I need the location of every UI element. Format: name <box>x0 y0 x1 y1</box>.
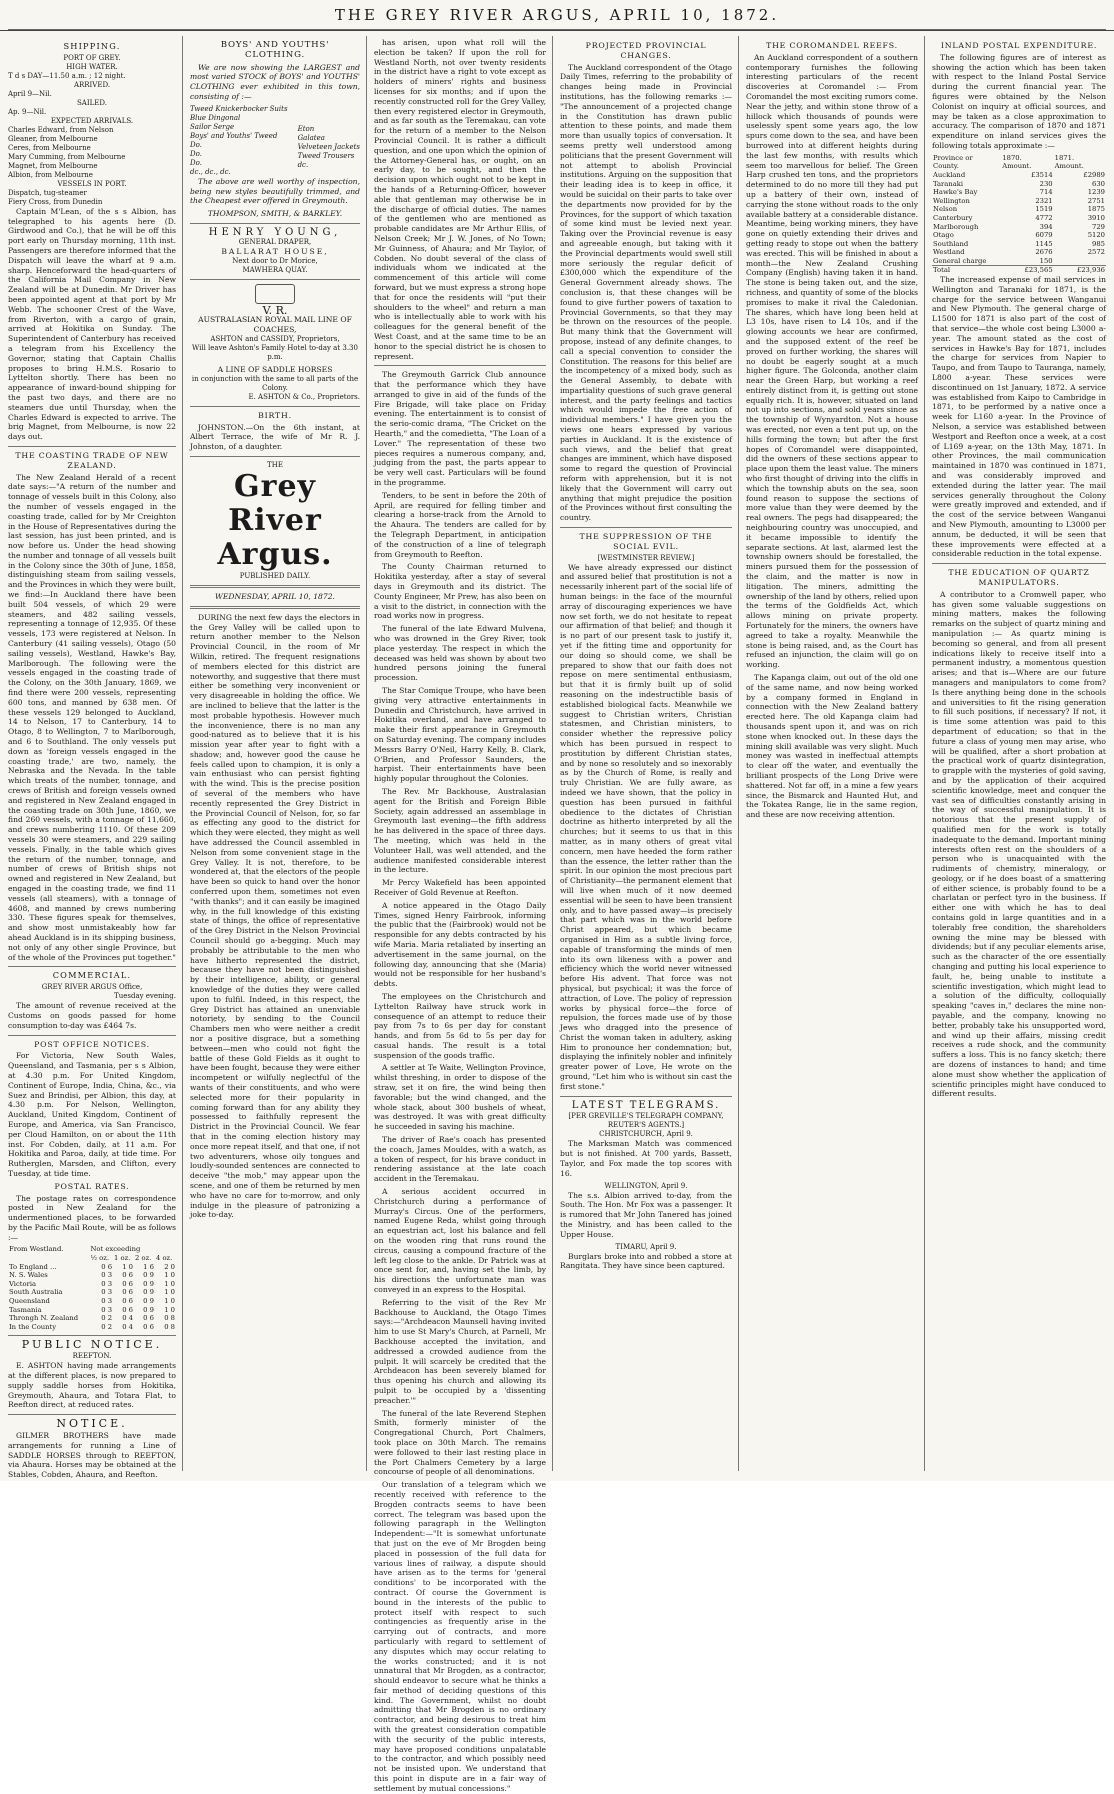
expected-item: Charles Edward, from Nelson <box>8 125 114 134</box>
news-paragraph: The funeral of the late Reverend Stephen Smith, formerly minister of the Congregational Church, Port Chalmers, took place on 30th March. The remains were followed to their last resting place in the Port Chalmers Cemetery by a large concourse of people of all denominations. <box>374 1408 546 1477</box>
commercial-office: GREY RIVER ARGUS Office, <box>41 983 143 992</box>
column-3 <box>374 38 546 1793</box>
news-paragraph: The driver of Rae's coach has presented the coach, James Mouldes, with a watch, as a token of respect, for his brave conduct in rendering assistance at the late coach accident in the Teremakau. <box>374 1135 546 1184</box>
coasting-heading: THE COASTING TRADE OF NEW ZEALAND. <box>15 450 169 470</box>
provincial-body: The Auckland correspondent of the Otago Daily Times, referring to the probability of changes being made in Provincial institutions, has the following remarks :— "The announcement of a projected change in the Constitution has drawn public attention to these points, and made them more than usually topics of conversation. It seems pretty well understood among politicians that the present Government will not attempt to abolish Provincial institutions. Arguing on the supposition that their leading idea is to keep in office, it would be suicidal on their parts to take over the departments now provided for by the Provinces, for the support of which taxation of some kind must be levied next year. Taking over the Provincial revenue is easy and agreeable enough, but taking with it the Provincial departments would swell still more seriously the regular deficit of £300,000 which the expenditure of the General Government already shows. The conclusion is, that these changes will be found to give further powers of taxation to Provincial Governments, so that they may be thrown on the resources of the people. But many think that the Government will propose, instead of any definite changes, to call a special convention to consider the Constitution. The reasons for this belief are the incompetency of a mixed body, such as the General Assembly, to debate with impartiality questions of such grave general interest, and the party feelings and tactics which would impede the free action of individual members." I have given you the views one hears expressed by various parties in Auckland. It is the existence of such views, and the belief that great changes are imminent, which have disposed some to regard the question of Provincial reform with apprehension, but it is not likely that the Government will carry out anything that might prejudice the position of the Provinces without first consulting the country. <box>560 62 732 523</box>
quartz-body: A contributor to a Cromwell paper, who has given some valuable suggestions on mining matters, makes the following remarks on the subject of quartz mining and manipulation :— As quartz mining is becoming so general, and from all present indications likely to receive itself into a permanent industry, a momentous question arises; and that is—Where are our future managers and manipulators to come from? Is there anything being done in the schools and universities to fit the rising generation to fill such positions, if necessary? If not, it is time some attention was paid to this department of education; so that in the future a class of young men may arise, who will be qualified, after a short probation at the practical work of quartz disintegration, to grapple with the mysteries of gold saving, and by the application of their acquired scientific knowledge, meet and conquer the vast sea of difficulties constantly arising in the way of successful manipulation. It is notorious that the present supply of qualified men for the work is totally inadequate to the demand. Important mining interests often rest on the shoulders of a person who is unacquainted with the rudiments of chemistry, mineralogy, or geology, or if he does boast of a smattering of either science, is probably found to be a charlatan or perfect tyro in the business. If either one with which he has to deal contains gold in large quantities and in a tolerably free condition, the shareholders owning the mine may be blessed with dividends; but if any peculiar elements arise, such as the character of the ore essentially changing and putting his local experience to fault, he, being unable to institute a scientific investigation, which might lead to a solution of the difficulty, colloquially speaking "caves in," declares the mine non-payable, and the company, knowing no better, probably take his unsupported word, and wind up their affairs, missing credit receives a rude shock, and the community suffers a loss. This is no fancy sketch; there are dozens of instances to hand; and time alone must show whether the application of scientific principles might have conduced to different results. <box>932 589 1106 1099</box>
clothing-item: Blue Dingonal <box>190 113 241 122</box>
highwater-value: T d s DAY—11.50 a.m. ; 12 night. <box>8 71 126 80</box>
coach-heading: AUSTRALASIAN ROYAL MAIL LINE OF COACHES, <box>198 315 352 335</box>
exp-header: 1870. Amount. <box>1002 153 1032 171</box>
clothing-item: Tweed Knickerbocker Suits <box>190 104 288 113</box>
table-row: Marlborough 394 729 <box>933 222 1105 231</box>
reefton-heading: REEFTON. <box>72 1352 112 1361</box>
table-row: Auckland £3514 £2989 <box>933 170 1105 179</box>
vessel-item: Fiery Cross, from Dunedin <box>8 197 103 206</box>
table-row: Southland 1145 985 <box>933 239 1105 248</box>
expected-item: Gleaner, from Melbourne <box>8 134 98 143</box>
vr-label: V. R. <box>262 303 288 317</box>
masthead-title: THE GREY RIVER ARGUS, APRIL 10, 1872. <box>334 6 780 24</box>
quartz-heading: THE EDUCATION OF QUARTZ MANIPULATORS. <box>948 568 1090 587</box>
young-address: Next door to Dr Morice, <box>232 256 318 265</box>
postal-expenditure-intro: The following figures are of interest as showing the action which has been taken with respect to the Inland Postal Service during the current financial year. The figures were obtained by the Nelson Colonist on inquiry at official sources, and may be taken as a close approximation to accuracy. The comparison of 1870 and 1871 expenditure on inland services gives the following totals approximate :— <box>932 52 1106 150</box>
news-paragraph: Our translation of a telegram which we recently received with reference to the Brogden contracts seems to have been correct. The telegram was based upon the following paragraph in the Wellington Independent:—"It is somewhat unfortunate that just on the eve of Mr Brogden being placed in possession of the full data for various lines of railway, a dispute should have arisen as to the terms for 'general conditions' to be incorporated with the contract. Of course the Government is bound in the interests of the public to protect itself with respect to such contingencies as frequently arise in the carrying out of contracts, and more particularly with regard to settlement of any disputes which may occur relating to the works constructed; and it is not unnatural that Mr Brogden, as a contractor, should endeavor to secure what he thinks a fair method of deciding questions of this kind. The Government, whilst no doubt admitting that Mr Brogden is no ordinary contractor, and being desirous to treat him with the greatest consideration compatible with the security of the public interests, may have proposed conditions unpalatable to the contractor, and which possibly need not be insisted upon. We understand that this point in dispute are in a fair way of settlement by mutual concessions." <box>374 1480 546 1793</box>
column-divider <box>552 36 553 1471</box>
column-divider <box>182 36 183 1471</box>
clothing-list <box>190 105 360 177</box>
telegram-body: The s.s. Albion arrived to-day, from the South. The Hon. Mr Fox was a passenger. It is rumored that Mr John Tanered has joined the Ministry, and has been called to the Upper House. <box>560 1190 732 1239</box>
clothing-item: Sailor Serge <box>190 122 235 131</box>
coach-body: Will leave Ashton's Family Hotel to-day at 3.30 p.m. <box>192 343 358 361</box>
royal-arms <box>190 284 360 316</box>
reefton-body: E. ASHTON having made arrangements at the different places, is now prepared to supply saddle horses from Hokitika, Greymouth, Ahaura, and Totara Flat, to Reefton direct, at reduced rates. <box>8 1361 176 1410</box>
news-paragraph: The County Chairman returned to Hokitika yesterday, after a stay of several days in Greymouth and its district. The County Engineer, Mr Prew, has also been on a visit to the district, in connection with the road works now in progress. <box>374 562 546 621</box>
news-paragraph: The Star Comique Troupe, who have been giving very attractive entertainments in Dunedin and Christchurch, have arrived in Hokitika overland, and have arranged to make their first appearance in Greymouth on Saturday evening. The company includes Messrs Barry O'Neil, Harry Kelly, B. Clark, O'Brien, and Professor Saunders, the harpist. Their entertainments have been highly popular throughout the Colonies. <box>374 686 546 784</box>
postal-expenditure-heading: INLAND POSTAL EXPENDITURE. <box>940 41 1098 50</box>
table-row: Nelson 1519 1875 <box>933 205 1105 214</box>
telegram-body: The Marksman Match was commenced but is not finished. At 700 yards, Bassett, Taylor, and Fox made the top scores with 16. <box>560 1139 732 1178</box>
clothing-intro: We are now showing the LARGEST and most varied STOCK of BOYS' and YOUTHS' CLOTHING ever exhibited in this town, consisting of :— <box>190 62 360 101</box>
paper-the: THE <box>267 460 283 469</box>
clothing-item: Do. <box>190 140 202 149</box>
table-row: Taranaki 230 630 <box>933 179 1105 188</box>
leader-continued: has arisen, upon what roll will the election be taken? If upon the roll for Westland North, not over twenty residents in the district have a right to vote except as holders of miners' rights and business licenses for six months; and if upon the recently constructed roll for the Grey Valley, then every registered elector in Greymouth, and as far south as the Teremakau, can vote for the return of a member to the Nelson Provincial Council. It is rather a difficult question, and one upon which the opinion of the Attorney-General has, or ought, on an early day, to be sought, and then the decision upon which ought not to be kept in the hands of a Returning-Officer, however able that gentleman may otherwise be in the discharge of official duties. The names of the gentlemen who are mentioned as probable candidates are Mr Arthur Ellis, of Nelson Creek; Mr J. W. Jones, of No Town; Mr Guinness, of Ahaura; and Mr Taylor, of Cobden. No doubt several of the class of individuals whom we indicated at the commencement of this article will come forward, but we must express a strong hope that for once the residents will "put their shoulders to the wheel" and return a man who is intellectually able to work with his colleagues for the general benefit of the West Coast, and at the same time to be an honor to the special district he is chosen to represent. <box>374 38 546 361</box>
paper-title: Grey River Argus. <box>217 468 333 572</box>
postal-rates-body: The postage rates on correspondence posted in New Zealand for the undermentioned places, to be forwarded by the Pacific Mail Route, will be as follows :— <box>8 1193 176 1242</box>
shipping-body: Captain M'Lean, of the s s Albion, has telegraphed to his agents here (D. Girdwood and Co.), that he will be off this port early on Thursday morning, 11th inst. Passengers are therefore informed that the Dispatch will leave the wharf at 9 a.m. sharp. Henceforward the head-quarters of the California Mail Company in New Zealand will be at Dunedin. Mr Driver has been appointed agent at that port by Mr Webb. The schooner Crest of the Wave, from Riverton, with a cargo of grain, arrived at Hokitika on Sunday. The Superintendent of Canterbury has received a telegram from his Excellency the Governor, stating that Captain Challis proposes to bring H.M.S. Rosario to Lyttelton shortly. There has been no appearance of inward-bound shipping for the past two days, and there are no steamers due until Thursday, when the Charles Edward is expected to arrive. The brig Magnet, from Melbourne, is now 22 days out. <box>8 206 176 442</box>
dateline: WEDNESDAY, APRIL 10, 1872. <box>215 591 335 601</box>
birth-heading: BIRTH. <box>258 410 292 420</box>
table-row: General charge 150 <box>933 256 1053 265</box>
masthead <box>0 0 1114 31</box>
suppression-heading: THE SUPPRESSION OF THE SOCIAL EVIL. <box>579 532 713 551</box>
table-row: Canterbury 4772 3910 <box>933 213 1105 222</box>
clothing-item: Tweed Trousers <box>297 151 355 160</box>
news-paragraph: A notice appeared in the Otago Daily Times, signed Henry Fairbrook, informing the public that the (Fairbrook) would not be responsible for any debts contracted by his wife Maria. Maria retaliated by inserting an advertisement in the same journal, on the following day, announcing that she (Maria) would not be responsible for her husband's debts. <box>374 900 546 989</box>
news-paragraph: The Greymouth Garrick Club announce that the performance which they have arranged to give in aid of the funds of the Fire Brigade, will take place on Friday evening. The entertainment is to consist of the serio-comic drama, "The Cricket on the Hearth," and the comedietta, "The Loan of a Lover." The representation of these two pieces requires a numerous company, and, judging from the past, the parts appear to be very well cast. Particulars will be found in the programme. <box>374 370 546 488</box>
suppression-body: We have already expressed our distinct and assured belief that prostitution is not a necessarily inherent part of the social life of human beings: in the face of the mournful array of discouraging experiences we have now set forth, we do not hesitate to repeat our affirmation of that belief; and though it is no part of our present task to justify it, yet if the fitting time and opportunity for our doing so should come, we shall be prepared to show that our faith does not repose on mere sentimental enthusiasm, but that it is firmly built up of solid reasoning on the indestructible basis of established biological facts. Meanwhile we suggest to Christian writers, Christian statesmen, and Christian ministers, to consider whether the repressive policy which has been pursued in respect to prostitution by different Christian states, and by none so resolutely and so inexorably as by the Church of Rome, is really and truly Christian. We are fully aware, as indeed we have shown, that the policy in question has been pursued in faithful obedience to the dictates of Christian doctrine as hitherto interpreted by all the churches; but it seems to us that in this matter, as in many others of great vital concern, men have heeded the form rather than the essence, the letter rather than the spirit. In our opinion the most precious part of Christianity—the permanent element that will live when much of it now deemed essential will be seen to have been transient only, and to have passed away—is precisely that part which was in the world before Christ appeared, but which became organised in Him as a subtle living force, capable of transforming the minds of men into its own likeness with a power and efficiency which the world never witnessed before His advent. That force was not physical, but psychical; it was the force of attraction, of Love. The policy of repression works by physical force—the force of repulsion, the forces made use of by those Jews who dragged into the presence of Christ the woman taken in adultery, asking Him to pronounce her condemnation; but, displaying the infinitely nobler and infinitely greater power of Love, He wrote on the ground, "Let him who is without sin cast the first stone." <box>560 562 732 1091</box>
coasting-body: The New Zealand Herald of a recent date says:—"A return of the number and tonnage of vessels built in this Colony, also the number of vessels engaged in the coasting trade, called for by Mr Creighton in the House of Representatives during the last session, has just been printed, and is now before us. Under the head showing the number and tonnage of all vessels built in the Colony since the 30th of June, 1858, distinguishing steam from sailing vessels, and the Provinces in which they were built, we find:—In Auckland there have been built 504 vessels, of which 29 were steamers, and 482 sailing vessels, representing a tonnage of 12,935. Of these vessels, 173 were registered at Nelson. In Canterbury (41 sailing vessels), Otago (50 sailing vessels), Westland, Hawke's Bay, Marlborough. The following were the vessels engaged in the coasting trade of the Colony, on the 30th January, 1869, we find there were 200 vessels, representing 600 tons, and manned by 638 men. Of these vessels 129 belonged to Auckland, 14 to Nelson, 17 to Canterbury, 14 to Otago, 8 to Wellington, 7 to Marlborough, and 6 to Southland. The only vessels put down as 'foreign vessels engaged in the coasting trade,' are two, namely, the Nebraska and the Nevada. In the table which treats of the number, tonnage, and crews of British and foreign vessels owned and registered in New Zealand engaged in the coasting trade on 30th June, 1860, we find 260 vessels, with a tonnage of 11,660, and crews numbering 1110. Of these 209 vessels 30 were steamers, and 229 sailing vessels. Finally, in the table which gives the return of the number, tonnage, and number of crews of British ships not owned and registered in New Zealand, but engaged in the coasting trade, we find 11 vessels (all steamers), with a tonnage of 4608, and manned by crews numbering 330. These figures speak for themselves, and show most unmistakeably how far ahead Auckland is in its shipping business, not only of any other single Province, but of the whole of the Provinces put together." <box>8 472 176 962</box>
commercial-date: Tuesday evening. <box>114 992 176 1001</box>
clothing-item: Eton <box>297 124 315 133</box>
saddle-firm: E. ASHTON & Co., Proprietors. <box>248 392 360 401</box>
table-row: In the County 0 2 0 4 0 6 0 8 <box>9 1322 175 1331</box>
news-paragraph: The Rev. Mr Backhouse, Australasian agent for the British and Foreign Bible Society, again addressed an assemblage in Greymouth last evening—the fifth address he has delivered in the space of three days. The meeting, which was held in the Volunteer Hall, was well attended, and the audience manifested considerable interest in the lecture. <box>374 786 546 875</box>
coromandel-heading: THE COROMANDEL REEFS. <box>766 41 898 50</box>
clothing-item: Velveteen Jackets <box>297 142 360 151</box>
clothing-item: dc. <box>297 160 309 169</box>
leader-article: DURING the next few days the electors in the Grey Valley will be called upon to return another member to the Nelson Provincial Council, in the room of Mr Wilkin, retired. The frequent resignations of members elected for this district are noteworthy, and suggestive that there must either be something very inconvenient or very disagreeable in holding the office. We are inclined to believe that the latter is the most probable hypothesis. However much the inconvenience, there is no man any good-natured as to believe that it is his mission year after year to fight with a shadow; and, however good the cause he feels called upon to champion, it is only a vain enthusiast who can persist fighting with the wind. This is the precise position of several of the members who have recently represented the Grey District in the Provincial Council of Nelson, for, so far as effecting any good to the district for which they were elected, they might as well have addressed the Council assembled in Nelson from some convenient stage in the Grey Valley. It is not, therefore, to be wondered at, that the electors of the people have been so quick to hand over the honor conferred upon them, sometimes not even "with thanks"; and it can easily be imagined why, in the full knowledge of this existing state of things, the office of representative of the Grey District in the Nelson Provincial Council should go a-begging. Much may probably be attributable to the men who have hitherto represented the district, because they have not been distinguished by their intelligence, ability, or general knowledge of the duties they were called upon to fulfil. Indeed, in this respect, the Grey District has attained an unenviable notoriety, by sending to the Council Chambers men who were neither a credit nor a positive disgrace, but a something between—men who could not fight the battle of these Gold Fields as it ought to have been fought, because they were either incompetent or wilfully neglectful of the wants of their constituents, and who were selected more for their popularity in coming forward than for any ability they possessed to faithfully represent the District in the Provincial Council. We fear that in the coming election history may once more repeat itself, and that one, if not two adventurers, whose oily tongues and loudly-sounded sentences are connected to deceive "the mob," may appear upon the scene, and one of them be returned by men who have no care for to-morrow, and only indulge in the pleasure of patronizing a joke to-day. <box>190 612 360 1220</box>
table-row: N. S. Wales 0 3 0 6 0 9 1 0 <box>9 1271 175 1280</box>
royal-crest-icon <box>255 284 295 304</box>
saddle-heading: A LINE OF SADDLE HORSES <box>217 364 333 374</box>
telegram-place: TIMARU, April 9. <box>615 1242 677 1251</box>
table-row: Victoria 0 3 0 6 0 9 1 0 <box>9 1279 175 1288</box>
rates-group-header: Not exceeding <box>90 1245 141 1254</box>
clothing-firm: THOMPSON, SMITH, & BARKLEY. <box>207 209 343 219</box>
postal-rates-heading: POSTAL RATES. <box>54 1181 130 1191</box>
table-row: Otago 6079 5120 <box>933 231 1105 240</box>
provincial-heading: PROJECTED PROVINCIAL CHANGES. <box>585 41 707 60</box>
postal-expenditure-body: The increased expense of mail services in Wellington and Taranaki for 1871, is the charge for the service between Wanganui and New Plymouth. The general charge of L1500 for 1871 is also part of the cost of that service—the whole cost being L3000 a-year. The amount stated as the cost of services in Hawke's Bay for 1871, includes the charge for services from Napier to Taupo, and from Taupo to Tauranga, namely, L800 a-year. These services were discontinued on 1st January, 1872. A service was established from Kaipo to Cambridge in 1871, to be performed by a native once a week for L160 a-year. In the Province of Nelson, a service was established between Westport and Reefton once a week, at a cost of L169 a-year, on the 13th May, 1871. In other Provinces, the mail communication maintained in 1870 was continued in 1871, and was considerably improved and extended during the latter year. The mail services generally throughout the Colony were greatly improved and extended, and if the cost of the service between Wanganui and New Plymouth, amounting to L3000 per annum, be deducted, it will be seen that these improvements were effected at a considerable reduction in the total expense. <box>932 275 1106 559</box>
news-paragraph: A settler at Te Waite, Wellington Province, whilst threshing, in order to dispose of the straw, set it on fire, the wind being then favorable; but the wind changed, and the whole stack, about 300 bushels of wheat, was destroyed. It was with great difficulty he succeeded in saving his machine. <box>374 1063 546 1132</box>
arrived-value: April 9—Nil. <box>8 89 52 98</box>
telegram-place: CHRISTCHURCH, April 9. <box>599 1130 693 1139</box>
expected-item: Mary Cumming, from Melbourne <box>8 152 126 161</box>
table-row: Throngh N. Zealand 0 2 0 4 0 6 0 8 <box>9 1314 175 1323</box>
column-divider <box>738 36 739 1471</box>
news-paragraph: Mr Percy Wakefield has been appointed Receiver of Gold Revenue at Reefton. <box>374 878 546 897</box>
saddle-body: in conjunction with the same to all parts of the Colony. <box>191 374 359 392</box>
vessels-label: VESSELS IN PORT. <box>57 179 127 188</box>
column-2 <box>190 38 360 1473</box>
exp-header: Province or County. <box>933 153 973 171</box>
table-row: South Australia 0 3 0 6 0 9 1 0 <box>9 1288 175 1297</box>
expected-item: Magnet, from Melbourne <box>8 161 98 170</box>
notice-body: GILMER BROTHERS have made arrangements for running a Line of SADDLE HORSES through to REEFTON, via Ahaura. Horses may be obtained at the Stables, Cobden, Ahaura, and Reefton. <box>8 1431 176 1480</box>
news-paragraph: The funeral of the late Edward Mulvena, who was drowned in the Grey River, took place yesterday. The respect in which the deceased was held was shown by about two hundred persons joining the funeral procession. <box>374 624 546 683</box>
rates-header: 1 oz. <box>114 1254 131 1263</box>
suppression-source: [WESTMINSTER REVIEW.] <box>597 553 695 562</box>
table-row: Wellington 2321 2751 <box>933 196 1105 205</box>
expenditure-table <box>932 154 1106 275</box>
masthead-rule <box>8 29 1106 30</box>
sailed-label: SAILED. <box>77 98 107 107</box>
shipping-heading: SHIPPING. <box>63 41 121 51</box>
clothing-item: Boys' and Youths' Tweed <box>190 131 278 140</box>
telegram-body: Burglars broke into and robbed a store at Rangitata. They have since been captured. <box>560 1251 732 1271</box>
column-divider <box>924 36 925 1471</box>
rates-corner: From Westland. <box>9 1245 64 1254</box>
table-row: Hawke's Bay 714 1239 <box>933 188 1105 197</box>
column-6 <box>932 38 1106 1473</box>
vessel-item: Dispatch, tug-steamer <box>8 188 87 197</box>
column-4 <box>560 38 732 1473</box>
news-paragraph: The employees on the Christchurch and Lyttelton Railway have struck work in consequence of an attempt to reduce their pay from 7s to 6s per day for constant hands, and from 5s 6d to 5s per day for casual hands. The result is a total suspension of the goods traffic. <box>374 991 546 1060</box>
sailed-value: Ap. 9—Nil. <box>8 107 47 116</box>
commercial-body: The amount of revenue received at the Customs on goods passed for home consumption to-day was £464 7s. <box>8 1001 176 1030</box>
table-row-total: Total £23,565 £23,936 <box>933 266 1105 275</box>
clothing-item: Galatea <box>297 133 325 142</box>
news-paragraph: A serious accident occurred in Christchurch during a performance of Murray's Circus. One of the performers, named Eugene Reda, whilst going through an equestrian act, lost his balance and fell on the wooden ring that runs round the circus, causing a compound fracture of the left leg close to the ankle. Dr Patrick was at once sent for, and, having set the limb, by his directions the unfortunate man was conveyed in an express to the Hospital. <box>374 1187 546 1295</box>
table-row: Queensland 0 3 0 6 0 9 1 0 <box>9 1297 175 1306</box>
table-row: To England ... 0 6 1 0 1 6 2 0 <box>9 1262 175 1271</box>
young-house: BALLARAT HOUSE, <box>221 246 329 256</box>
news-paragraph: Tenders, to be sent in before the 20th of April, are required for felling timber and clearing a horse-track from the Arnold to the Ahaura. The tenders are called for by the Telegraph Department, in anticipation of the construction of a line of telegraph from Greymouth to Reefton. <box>374 490 546 559</box>
telegrams-source: [PER GREVILLE'S TELEGRAPH COMPANY, REUTER'S AGENTS.] <box>568 1112 724 1130</box>
post-office-body: For Victoria, New South Wales, Queensland, and Tasmania, per s s Albion, at 4.30 p.m. For United Kingdom, Continent of Europe, India, China, &c., via Suez and Brindisi, per Albion, this day, at 4.30 p.m. For Nelson, Wellington, Auckland, United Kingdom, Continent of Europe, and America, via San Francisco, per Cloud Hamilton, on or about the 11th inst. For Cobden, daily, at 11 a.m. For Hokitika and Paroa, daily, at tide time. For Rutherglen, Marsden, and Clifton, every Tuesday, at tide time. <box>8 1051 176 1178</box>
table-row: Tasmania 0 3 0 6 0 9 1 0 <box>9 1305 175 1314</box>
expected-item: Albion, from Melbourne <box>8 170 93 179</box>
highwater-label: HIGH WATER. <box>66 62 118 71</box>
telegrams-heading: LATEST TELEGRAMS. <box>571 1099 721 1111</box>
column-5 <box>746 38 918 1473</box>
news-paragraph: Referring to the visit of the Rev Mr Backhouse to Auckland, the Otago Times says:—"Archdeacon Maunsell having invited him to use St Mary's Church, at Parnell, Mr Backhouse accepted the invitation, and addressed a crowded audience from the pulpit. It will scarcely be credited that the Archdeacon has been severely blamed for thus opening his church and allowing its pulpit to be occupied by a 'dissenting preacher.'" <box>374 1297 546 1405</box>
telegram-place: WELLINGTON, April 9. <box>604 1181 688 1190</box>
clothing-heading: BOYS' AND YOUTHS' CLOTHING. <box>220 40 330 60</box>
young-quay: MAWHERA QUAY. <box>242 265 308 274</box>
postal-rates-table <box>8 1245 176 1331</box>
young-trade: GENERAL DRAPER, <box>238 237 312 246</box>
expected-label: EXPECTED ARRIVALS. <box>50 116 134 125</box>
post-office-heading: POST OFFICE NOTICES. <box>34 1039 150 1049</box>
commercial-heading: COMMERCIAL. <box>52 970 132 981</box>
column-divider <box>366 36 367 1471</box>
rates-header: ½ oz. <box>90 1254 110 1263</box>
coromandel-body: An Auckland correspondent of a southern contemporary furnishes the following interesting particulars of the recent discoveries at Coromandel :— From Coromandel the most exciting rumors come. Near the jetty, and within stone throw of a hillock which thousands of pounds were uselessly spent some years ago, the low spurs come down to the sea, and have been burrowed into at different heights during the last few months, with results which seem too marvellous for belief. The Green Harp crushed ten tons, and the proprietors determined to do no more till they had put up a battery of their own, instead of carrying the stone without roads to the only available battery at a considerable distance. Meantime, being working miners, they have gone on quietly extending their drives and getting ready to stope out when the battery was erected. This will be finished in about a month—the New Zealand Crushing Company (English) having taken it in hand. The stone is being taken out, and the size, richness, and quantity of some of the blocks promises to make it rival the Caledonian. The shares, which have long been held at L3 10s, have risen to L4 10s, and if the glowing accounts we hear are confirmed, and the supposed extent of the reef be proved on further working, the shares will no doubt be eagerly sought at a much higher figure. The Golconda, another claim near the Green Harp, but working a reef entirely distinct from it, is getting out stone equally rich. It is, however, situated on land not up into sections, and sold years since as the township of Wynyardton. Not a house was erected, nor even a tent put up, on the hills forming the town; but after the first hopes of Coromandel were disappointed, did the owners of these sections appear to place upon them the least value. The miners who first thought of driving into the cliffs in which the township abuts on the sea, soon found reason to suppose the sections of more value than they were deemed by the real owners. The pegs had disappeared; the neighbouring country was unoccupied, and it became impossible to identify the separate sections. At last, alarmed lest the township owners should be forestalled, the miners pursued them for the possession of the claim, and the matter is now in litigation. The miners, admitting the ownership of the land by others, relied upon the terms of the Goldfields Act, which allows mining on private property. Fortunately for the miners, the owners have agreed to take a royalty. Meanwhile the stone is being raised, and, as the Court has refused an injunction, the claim will go on working. <box>746 52 918 670</box>
coromandel-body-continued: The Kapanga claim, out out of the old one of the same name, and now being worked by a company formed in England in connection with the New Zealand battery erected here. The old Kapanga claim had thousands spent upon it, and was on rich stone when knocked out. In these days the mining skill available was very slight. Much money was wasted in ineffectual attempts to clear off the water, and eventually the brilliant prospects of the Long Drive were shattered. Not far off, in a mine a few years since, the Bismarck and Haunted Hut, and the Tokatea Range, lie in the same region, and these are now receiving attention. <box>746 673 918 820</box>
clothing-close: The above are well worthy of inspection, being new styles beautifully trimmed, and the Cheapest ever offered in Greymouth. <box>190 176 360 206</box>
rates-header: 4 oz. <box>155 1254 173 1263</box>
birth-body: JOHNSTON.—On the 6th instant, at Albert Terrace, the wife of Mr R. J. Johnston, of a daughter. <box>190 422 360 452</box>
notice-heading: NOTICE. <box>56 1417 128 1431</box>
expected-item: Ceres, from Melbourne <box>8 143 91 152</box>
clothing-item: dc., dc., dc. <box>190 167 231 176</box>
published-daily: PUBLISHED DAILY. <box>239 571 311 580</box>
young-name: HENRY YOUNG, <box>208 226 342 238</box>
port-heading: PORT OF GREY. <box>63 53 121 62</box>
column-1 <box>8 38 176 1480</box>
public-notice-heading: PUBLIC NOTICE. <box>21 1338 163 1352</box>
rates-header: 2 oz. <box>135 1254 152 1263</box>
exp-header: 1871. Amount. <box>1054 153 1084 171</box>
arrived-label: ARRIVED. <box>73 80 111 89</box>
clothing-item: Do. <box>190 158 202 167</box>
coach-proprietors: ASHTON and CASSIDY, Proprietors, <box>210 334 340 343</box>
table-row: Westland 2676 2572 <box>933 248 1105 257</box>
clothing-item: Do. <box>190 149 202 158</box>
